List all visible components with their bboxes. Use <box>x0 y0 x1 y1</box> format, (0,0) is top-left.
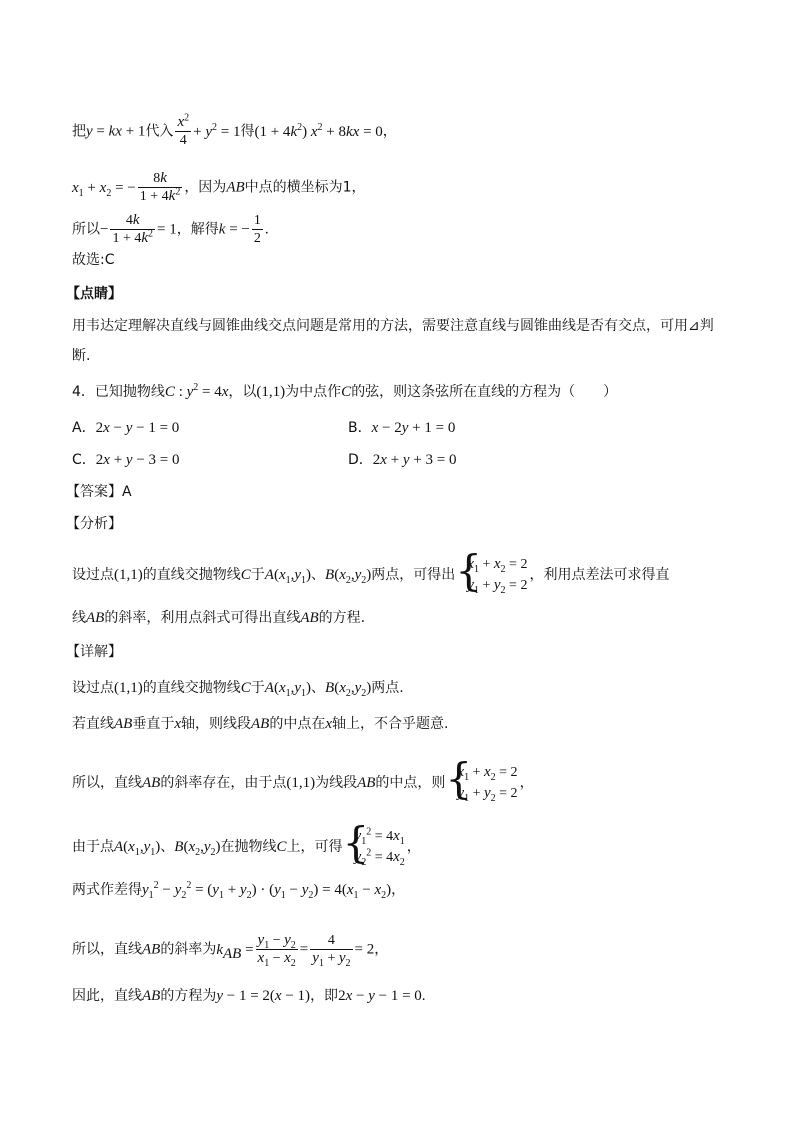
option-d[interactable]: D．2x + y + 3 = 0 <box>348 452 457 468</box>
detail-line-3: 所以，直线AB的斜率存在，由于点(1,1)为线段AB的中点，则 { $x_1 + x_2 = 2$ $y_1 + y_2 = 2$ ， <box>72 762 534 804</box>
fraction: $\frac{4k}{1 + 4k^2}$ <box>112 212 154 246</box>
text: ，解得 <box>176 221 219 238</box>
text: 两式作差得 <box>72 882 142 898</box>
text: 由于点 <box>72 839 114 855</box>
text: 所以，直线 <box>72 941 142 958</box>
text: 上，可得 <box>286 839 343 855</box>
option-label: A． <box>72 420 96 436</box>
answer-choice: 故选:C <box>72 252 115 268</box>
option-label: D． <box>348 452 373 468</box>
text: 两点. <box>371 680 404 696</box>
text: 线 <box>72 610 86 626</box>
text: 的中点，则 <box>375 775 446 791</box>
fraction: $\frac{x^2}{4}$ <box>177 112 190 148</box>
text: ，即 <box>310 988 339 1004</box>
analysis-heading: 【分析】 <box>66 516 122 532</box>
option-label: C． <box>72 452 96 468</box>
option-a[interactable]: A．2x − y − 1 = 0 <box>72 420 180 436</box>
text: 的直线交抛物线 <box>142 680 241 696</box>
answer: 【答案】A <box>66 484 132 500</box>
tip-heading: 【点睛】 <box>66 286 122 302</box>
option-b[interactable]: B．x − 2y + 1 = 0 <box>348 420 456 436</box>
question-4: 4．已知抛物线C : $y^2 = 4x$，以(1,1)为中点作C的弦，则这条弦所在直线的方程为（ ） <box>72 382 618 400</box>
text: 设过点 <box>72 680 114 696</box>
text: 中点的横坐标为1， <box>244 179 366 196</box>
text: ， <box>374 941 389 958</box>
text: 的斜率，利用点斜式可得出直线 <box>104 610 301 626</box>
text: 为中点作 <box>285 384 342 400</box>
fraction: $\frac{y_1 - y_2}{x_1 - x_2}$ <box>257 932 296 969</box>
text: 、 <box>160 839 175 855</box>
fraction: $\frac{4}{y_1 + y_2}$ <box>312 933 351 969</box>
text: 、 <box>311 567 326 583</box>
text: 设过点 <box>72 567 114 583</box>
text: ，利用点差法可求得直 <box>529 567 670 583</box>
text: ， <box>382 123 397 140</box>
equation-system: { $x_1 + x_2 = 2$ $y_1 + y_2 = 2$ <box>457 554 527 596</box>
text: 在抛物线 <box>220 839 277 855</box>
text: 于 <box>250 680 265 696</box>
fraction: $\frac{1}{2}$ <box>253 213 261 246</box>
text: 轴上，不合乎题意. <box>332 716 449 732</box>
text: ，以 <box>228 384 257 400</box>
solution-line-1: 把y = kx + 1代入 $\frac{x^2}{4}$ + $y^2 = 1$得$(1 + 4k^2)$ $x^2 + 8kx = 0$， <box>72 112 397 148</box>
detail-line-6: 所以，直线AB的斜率为$k_{AB}$ = $\frac{y_1 - y_2}{x_1 - x_2}$ = $\frac{4}{y_1 + y_2}$ = 2， <box>72 932 389 969</box>
equation-system: { $y_1^2 = 4x_1$ $y_2^2 = 4x_2$ <box>345 826 405 868</box>
text: 把 <box>72 123 86 140</box>
text: 代入 <box>145 123 174 140</box>
text: 因此，直线 <box>72 988 142 1004</box>
text: 两点，可得出 <box>371 567 456 583</box>
text: 的方程. <box>318 610 366 626</box>
text: 的斜率为 <box>160 941 217 958</box>
equation-system: { $x_1 + x_2 = 2$ $y_1 + y_2 = 2$ <box>447 762 517 804</box>
option-c[interactable]: C．2x + y − 3 = 0 <box>72 452 180 468</box>
text: ， <box>519 775 534 791</box>
tip-text-2: 断. <box>72 348 91 364</box>
text: 所以，直线 <box>72 775 142 791</box>
text: 轴，则线段 <box>181 716 251 732</box>
solution-line-2: $x_1 + x_2$ = − $\frac{8k}{1 + 4k^2}$ ，因为AB中点的横坐标为1， <box>72 170 366 204</box>
text: 得 <box>240 123 255 140</box>
detail-line-7: 因此，直线AB的方程为y − 1 = 2(x − 1)，即2x − y − 1 = 0. <box>72 988 426 1004</box>
text: 为线段 <box>315 775 358 791</box>
text: 的弦，则这条弦所在直线的方程为（ ） <box>351 384 618 400</box>
detail-line-1: 设过点(1,1)的直线交抛物线C于$A(x_1,y_1)$、$B(x_2,y_2)$两点. <box>72 680 404 699</box>
text: 垂直于 <box>132 716 175 732</box>
text: 4．已知抛物线 <box>72 384 165 400</box>
text: ， <box>391 882 406 898</box>
text: ，因为 <box>184 179 227 196</box>
text: 的斜率存在，由于点 <box>160 775 287 791</box>
detail-line-4: 由于点$A(x_1,y_1)$、$B(x_2,y_2)$在抛物线C上，可得 { $y_1^2 = 4x_1$ $y_2^2 = 4x_2$ ， <box>72 826 421 868</box>
detail-line-2: 若直线AB垂直于x轴，则线段AB的中点在x轴上，不合乎题意. <box>72 716 449 732</box>
analysis-line-1: 设过点(1,1)的直线交抛物线C于$A(x_1,y_1)$、$B(x_2,y_2)$两点，可得出 { $x_1 + x_2 = 2$ $y_1 + y_2 = 2$ ，利用点差法可求得直 <box>72 554 669 596</box>
solution-line-3: 所以− $\frac{4k}{1 + 4k^2}$ = 1，解得k = − $\frac{1}{2}$ . <box>72 212 269 246</box>
text: ， <box>406 839 421 855</box>
analysis-line-2: 线AB的斜率，利用点斜式可得出直线AB的方程. <box>72 610 366 626</box>
text: 的直线交抛物线 <box>142 567 241 583</box>
fraction: $\frac{8k}{1 + 4k^2}$ <box>139 170 181 204</box>
text: 所以 <box>72 221 100 238</box>
text: 、 <box>311 680 326 696</box>
text: 的方程为 <box>160 988 217 1004</box>
detail-line-5: 两式作差得$y_1^2 - y_2^2 = (y_1 + y_2) \cdot (y_1 - y_2) = 4(x_1 - x_2)$， <box>72 880 406 901</box>
tip-text-1: 用韦达定理解决直线与圆锥曲线交点问题是常用的方法，需要注意直线与圆锥曲线是否有交点，可用⊿判 <box>72 318 714 334</box>
detail-heading: 【详解】 <box>66 644 122 660</box>
text: 若直线 <box>72 716 114 732</box>
text: 于 <box>250 567 265 583</box>
text: 的中点在 <box>269 716 326 732</box>
option-label: B． <box>348 420 372 436</box>
